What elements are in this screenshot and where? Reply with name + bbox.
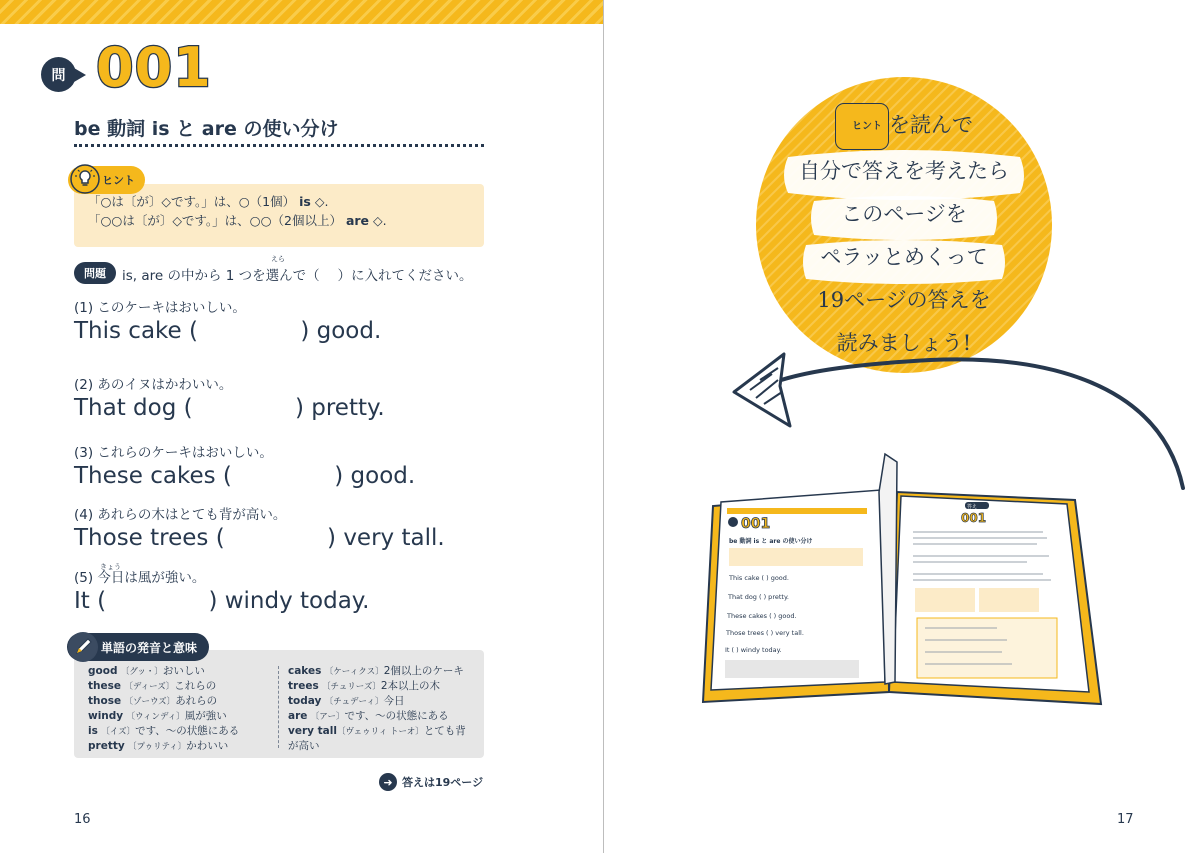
hint-tag: ヒント <box>68 166 145 194</box>
vocab-item: cakes 〔ケーィクス〕2個以上のケーキ <box>288 665 464 677</box>
top-stripe <box>0 0 604 24</box>
vocab-item: very tall〔ヴェゥリィ トーオ〕とても背が高い <box>288 725 466 752</box>
hint-line-2: 「○○は〔が〕◇です。」は、○○（2個以上） are ◇. <box>88 213 387 228</box>
vocab-item: pretty 〔プゥリティ〕かわいい <box>88 740 229 752</box>
hint-mini-tag: ヒント <box>835 103 889 150</box>
book-left-number: 001 <box>741 516 771 532</box>
vocab-item: trees 〔チュリーズ〕2本以上の木 <box>288 680 441 692</box>
question-1-en: This cake ( ) good. <box>74 318 382 344</box>
vocab-tag: 単語の発音と意味 <box>67 633 209 661</box>
book-right-badge: 答え <box>967 504 978 510</box>
page-title: be 動詞 is と are の使い分け <box>74 118 339 140</box>
title-underline <box>74 144 484 147</box>
answer-page-link[interactable]: ➜ 答えは19ページ <box>379 773 483 791</box>
question-5-en: It ( ) windy today. <box>74 588 370 614</box>
ruby-kyou: きょう <box>100 563 121 571</box>
book-right-number: 001 <box>961 511 987 525</box>
vocab-item: windy 〔ウィンディ〕風が強い <box>88 710 227 722</box>
vocab-item: is 〔イズ〕です、〜の状態にある <box>88 725 240 737</box>
vocab-item: good 〔グッ・〕おいしい <box>88 665 205 677</box>
vocab-right-column <box>288 664 474 753</box>
question-2-jp: (2) あのイヌはかわいい。 <box>74 377 233 393</box>
ruby-erabi: えら <box>271 255 285 263</box>
instruction: is, are の中から 1 つを選んで（ ）に入れてください。 <box>122 268 473 284</box>
question-5-jp: (5) 今日は風が強い。 <box>74 570 206 586</box>
book-illustration <box>697 452 1107 712</box>
book-line: These cakes ( ) good. <box>727 612 797 620</box>
vocab-item: are 〔アー〕です、〜の状態にある <box>288 710 449 722</box>
vocab-item: today 〔チュデーィ〕今日 <box>288 695 405 707</box>
vocab-divider <box>278 666 279 748</box>
page-number-left: 16 <box>74 812 91 827</box>
question-3-jp: (3) これらのケーキはおいしい。 <box>74 445 273 461</box>
question-1-jp: (1) このケーキはおいしい。 <box>74 300 246 316</box>
book-line: That dog ( ) pretty. <box>728 593 789 601</box>
question-badge: 問 <box>41 57 76 92</box>
book-left-title: be 動詞 is と are の使い分け <box>729 538 813 545</box>
question-3-en: These cakes ( ) good. <box>74 463 416 489</box>
vocab-item: these 〔ディーズ〕これらの <box>88 680 217 692</box>
lightbulb-icon <box>70 164 100 194</box>
book-line: Those trees ( ) very tall. <box>726 629 804 637</box>
question-4-jp: (4) あれらの木はとても背が高い。 <box>74 507 287 523</box>
arrow-right-icon: ➜ <box>379 773 397 791</box>
right-page <box>605 0 1203 853</box>
question-4-en: Those trees ( ) very tall. <box>74 525 445 551</box>
circle-instruction: ヒント を読んで 自分で答えを考えたら このページを ペラッとめくって 19ページの答えを 読みましょう! <box>754 103 1054 365</box>
problem-tag: 問題 <box>74 262 116 284</box>
question-number: 001 <box>96 36 212 99</box>
hint-box <box>74 184 484 247</box>
vocab-left-column <box>88 664 239 754</box>
page-number-right: 17 <box>1117 812 1134 827</box>
vocab-item: those 〔ゾーウズ〕あれらの <box>88 695 218 707</box>
book-line: It ( ) windy today. <box>725 646 782 654</box>
hint-line-1: 「○は〔が〕◇です。」は、○（1個） is ◇. <box>88 194 329 209</box>
pencil-icon <box>68 632 98 662</box>
book-line: This cake ( ) good. <box>729 574 789 582</box>
question-2-en: That dog ( ) pretty. <box>74 395 385 421</box>
